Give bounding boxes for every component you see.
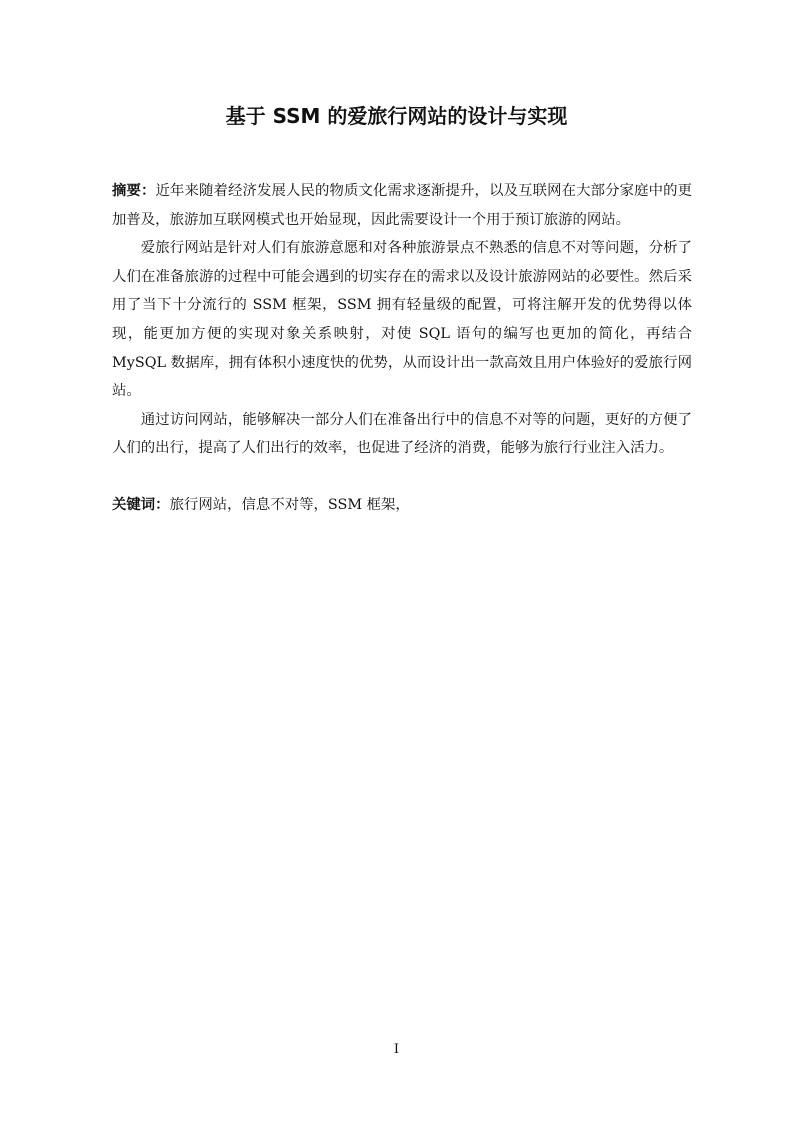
abstract-paragraph-2: 爱旅行网站是针对人们有旅游意愿和对各种旅游景点不熟悉的信息不对等问题，分析了人们在准备旅游的过程中可能会遇到的切实存在的需求以及设计旅游网站的必要性。然后采用了当下十分流行的 SSM 框架，SSM 拥有轻量级的配置，可将注解开发的优势得以体现，能更加方便的实现对象关系映射，对使 SQL 语句的编写也更加的简化，再结合 MySQL 数据库，拥有体积小速度快的优势，从而设计出一款高效且用户体验好的爱旅行网站。 — [112, 240, 692, 400]
abstract-paragraph-3: 通过访问网站，能够解决一部分人们在准备出行中的信息不对等的问题，更好的方便了人们的出行，提高了人们出行的效率，也促进了经济的消费，能够为旅行行业注入活力。 — [112, 411, 692, 457]
abstract-label: 摘要： — [112, 183, 156, 199]
page-title: 基于 SSM 的爱旅行网站的设计与实现 — [225, 104, 568, 128]
page-number: I — [393, 1042, 400, 1057]
keywords-label: 关键词： — [112, 497, 170, 513]
keywords-section — [112, 491, 692, 520]
keywords-text: 旅行网站，信息不对等，SSM 框架， — [169, 497, 410, 513]
abstract-paragraph-1-text: 近年来随着经济发展人民的物质文化需求逐渐提升，以及互联网在大部分家庭中的更加普及，旅游加互联网模式也开始显现，因此需要设计一个用于预订旅游的网站。 — [112, 183, 692, 228]
abstract-paragraph-1 — [112, 177, 692, 234]
abstract-section — [112, 177, 692, 463]
